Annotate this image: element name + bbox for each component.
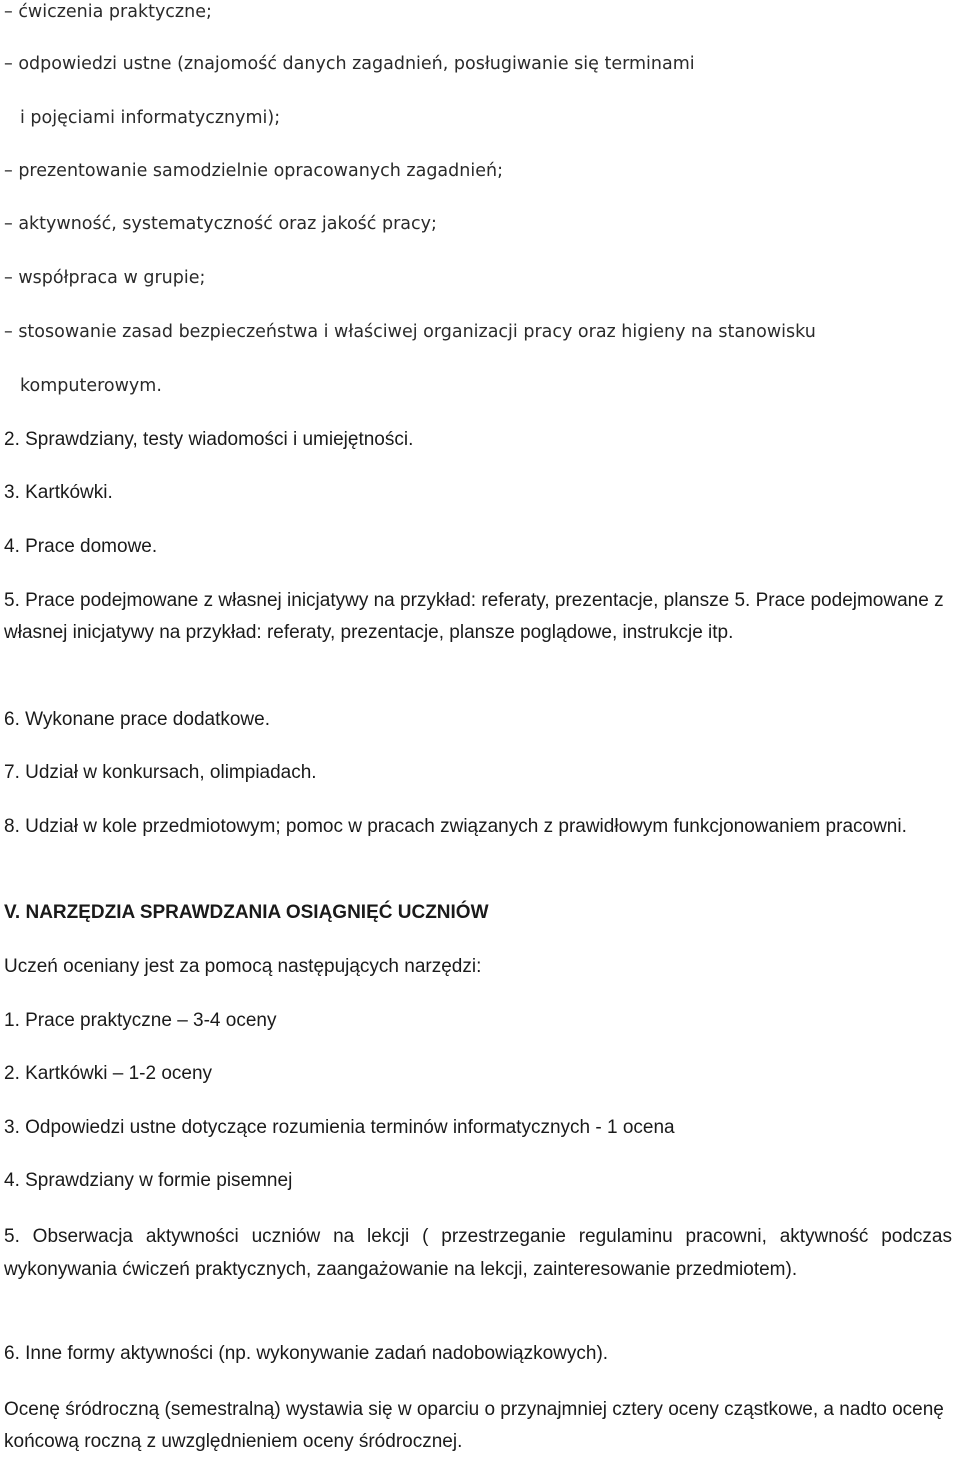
bullet-item: – aktywność, systematyczność oraz jakość pracy; [4,214,437,234]
numbered-item: 8. Udział w kole przedmiotowym; pomoc w pracach związanych z prawidłowym funkcjonowaniem pracowni. [4,816,907,837]
tool-item: 2. Kartkówki – 1-2 oceny [4,1063,213,1084]
bullet-item: – współpraca w grupie; [4,268,206,288]
numbered-item: 2. Sprawdziany, testy wiadomości i umiejętności. [4,429,414,450]
tool-item: 4. Sprawdziany w formie pisemnej [4,1170,293,1191]
numbered-item: 3. Kartkówki. [4,482,113,503]
numbered-item: 7. Udział w konkursach, olimpiadach. [4,762,317,783]
tool-item: 6. Inne formy aktywności (np. wykonywanie zadań nadobowiązkowych). [4,1343,609,1364]
bullet-item: – ćwiczenia praktyczne; [4,2,212,22]
numbered-item: 5. Prace podejmowane z własnej inicjatywy na przykład: referaty, prezentacje, plansze 5. Prace podejmowane z własnej inicjatywy na przykład: referaty, prezentacje, plansze poglądowe, instrukcje itp. [4,590,944,643]
numbered-item: 6. Wykonane prace dodatkowe. [4,709,270,730]
tool-item: 3. Odpowiedzi ustne dotyczące rozumienia terminów informatycznych - 1 ocena [4,1117,675,1138]
tool-item: 1. Prace praktyczne – 3-4 oceny [4,1010,277,1031]
numbered-item: 4. Prace domowe. [4,536,158,557]
tool-item: 5. Obserwacja aktywności uczniów na lekcji ( przestrzeganie regulaminu pracowni, aktywność podczas wykonywania ćwiczeń praktycznych, zaangażowanie na lekcji, zainteresowanie przedmiotem). [4,1226,952,1280]
bullet-item: – stosowanie zasad bezpieczeństwa i właściwej organizacji pracy oraz higieny na stanowisku [4,322,816,342]
section-intro: Uczeń oceniany jest za pomocą następujących narzędzi: [4,956,482,977]
section-heading: V. NARZĘDZIA SPRAWDZANIA OSIĄGNIĘĆ UCZNIÓW [4,902,489,923]
bullet-continuation: i pojęciami informatycznymi); [20,108,281,128]
bullet-continuation: komputerowym. [20,376,162,396]
final-note: Ocenę śródroczną (semestralną) wystawia się w oparciu o przynajmniej cztery oceny cząstkowe, a nadto ocenę końcową roczną z uwzględnieniem oceny śródrocznej. [4,1399,944,1452]
bullet-item: – prezentowanie samodzielnie opracowanych zagadnień; [4,161,503,181]
bullet-item: – odpowiedzi ustne (znajomość danych zagadnień, posługiwanie się terminami [4,54,695,74]
